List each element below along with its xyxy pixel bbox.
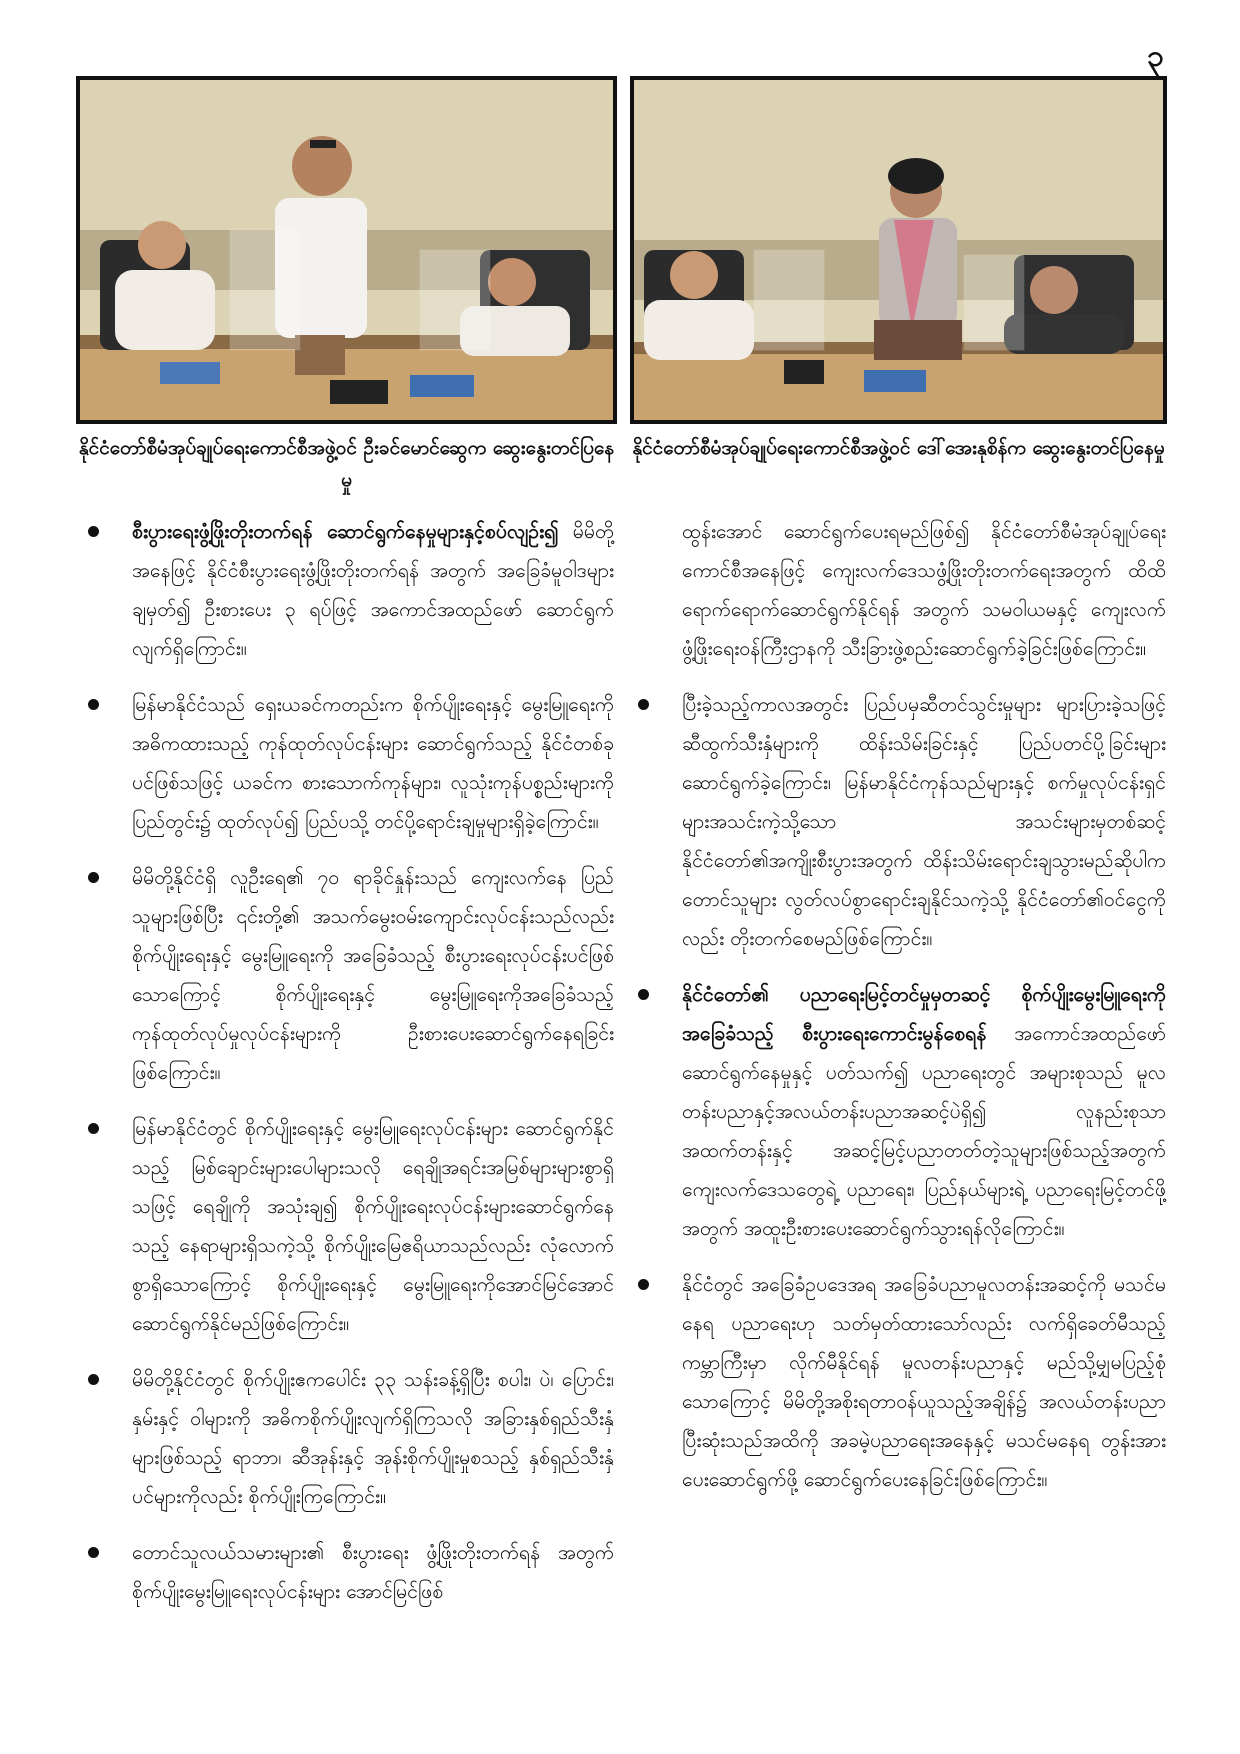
item-lead: နိုင်ငံတော်၏ ပညာရေးမြင့်တင်မှုမှတဆင့် စိုက်ပျိုးမွေးမြူရေးကိုအခြေခံသည့် စီးပွားရေးကောင်းမွန်စေရန် — [682, 983, 1166, 1045]
continued-paragraph: ထွန်းအောင် ဆောင်ရွက်ပေးရမည်ဖြစ်၍ နိုင်ငံတော်စီမံအုပ်ချုပ်ရေးကောင်စီအနေဖြင့် ကျေးလက်ဒေသဖွံ့ဖြိုးတိုးတက်ရေးအတွက် ထိထိရောက်ရောက်ဆောင်ရွက်နိုင်ရန် အတွက် သမဝါယမနှင့် ကျေးလက်ဖွံ့ဖြိုးရေးဝန်ကြီးဌာနကို သီးခြားဖွဲ့စည်းဆောင်ရွက်ခဲ့ခြင်းဖြစ်ကြောင်း။ — [682, 520, 1166, 660]
list-item — [86, 685, 614, 841]
list-item — [86, 858, 614, 1092]
list-item — [636, 1265, 1166, 1499]
photo-caption-right: နိုင်ငံတော်စီမံအုပ်ချုပ်ရေးကောင်စီအဖွဲ့ဝင် ဒေါ်အေးနုစိန်က ဆွေးနွေးတင်ပြနေမှု — [632, 437, 1165, 459]
item-text: မြန်မာနိုင်ငံသည် ရှေးယခင်ကတည်းက စိုက်ပျိုးရေးနှင့် မွေးမြူရေးကို အဓိကထားသည့် ကုန်ထုတ်လုပ်ငန်းများ ဆောင်ရွက်သည့် နိုင်ငံတစ်ခုပင်ဖြစ်သဖြင့် ယခင်က စားသောက်ကုန်များ၊ လူသုံးကုန်ပစ္စည်းများကို ပြည်တွင်း၌ ထုတ်လုပ်၍ ပြည်ပသို့ တင်ပို့ရောင်းချမှုများရှိခဲ့ကြောင်း။ — [132, 693, 614, 833]
page-number: ၃ — [1147, 39, 1164, 74]
item-text: မိမိတို့နိုင်ငံရှိ လူဦးရေ၏ ၇၀ ရာခိုင်နှုန်းသည် ကျေးလက်နေ ပြည်သူများဖြစ်ပြီး ၎င်းတို့၏ အသက်မွေးဝမ်းကျောင်းလုပ်ငန်းသည်လည်း စိုက်ပျိုးရေးနှင့် မွေးမြူရေးကို အခြေခံသည့် စီးပွားရေးလုပ်ငန်းပင်ဖြစ်သောကြောင့် စိုက်ပျိုးရေးနှင့် မွေးမြူရေးကိုအခြေခံသည့် ကုန်ထုတ်လုပ်မှုလုပ်ငန်းများကို ဦးစားပေးဆောင်ရွက်နေရခြင်းဖြစ်ကြောင်း။ — [132, 866, 614, 1084]
bullet-icon — [638, 699, 649, 710]
meeting-photo-right — [630, 76, 1167, 424]
list-item — [636, 685, 1166, 958]
left-bullet-list — [86, 512, 614, 1611]
meeting-photo-right-illustration — [634, 80, 1163, 420]
item-text: နိုင်ငံတွင် အခြေခံဥပဒေအရ အခြေခံပညာမူလတန်းအဆင့်ကို မသင်မနေရ ပညာရေးဟု သတ်မှတ်ထားသော်လည်း လက်ရှိခေတ်မီသည့် ကမ္ဘာကြီးမှာ လိုက်မီနိုင်ရန် မူလတန်းပညာနှင့် မည်သို့မျှမပြည့်စုံသောကြောင့် မိမိတို့အစိုးရတာဝန်ယူသည့်အချိန်၌ အလယ်တန်းပညာပြီးဆုံးသည်အထိကို အခမဲ့ပညာရေးအနေနှင့် မသင်မနေရ တွန်းအားပေးဆောင်ရွက်ဖို့ ဆောင်ရွက်ပေးနေခြင်းဖြစ်ကြောင်း။ — [682, 1273, 1166, 1491]
item-text: အကောင်အထည်ဖော် ဆောင်ရွက်နေမှုနှင့် ပတ်သက်၍ ပညာရေးတွင် အများစုသည် မူလတန်းပညာနှင့်အလယ်တန်းပညာအဆင့်ပဲရှိ၍ လူနည်းစုသာ အထက်တန်းနှင့် အဆင့်မြင့်ပညာတတ်တဲ့သူများဖြစ်သည့်အတွက် ကျေးလက်ဒေသတွေရဲ့ ပညာရေး၊ ပြည်နယ်များရဲ့ ပညာရေးမြင့်တင်ဖို့ အတွက် အထူးဦးစားပေးဆောင်ရွက်သွားရန်လိုကြောင်း။ — [682, 1022, 1166, 1240]
right-column — [636, 512, 1166, 1516]
bullet-icon — [638, 989, 649, 1000]
item-text: မြန်မာနိုင်ငံတွင် စိုက်ပျိုးရေးနှင့် မွေးမြူရေးလုပ်ငန်းများ ဆောင်ရွက်နိုင်သည့် မြစ်ချောင်းများပေါများသလို ရေချိုအရင်းအမြစ်များများစွာရှိသဖြင့် ရေချိုကို အသုံးချ၍ စိုက်ပျိုးရေးလုပ်ငန်းများဆောင်ရွက်နေသည့် နေရာများရှိသကဲ့သို့ စိုက်ပျိုးမြေဧရိယာသည်လည်း လုံလောက်စွာရှိသောကြောင့် စိုက်ပျိုးရေးနှင့် မွေးမြူရေးကိုအောင်မြင်အောင် ဆောင်ရွက်နိုင်မည်ဖြစ်ကြောင်း။ — [132, 1117, 614, 1335]
left-column — [86, 512, 614, 1628]
item-text: မိမိတို့အနေဖြင့် နိုင်ငံစီးပွားရေးဖွံ့ဖြိုးတိုးတက်ရန် အတွက် အခြေခံမူဝါဒများချမှတ်၍ ဦးစားပေး ၃ ရပ်ဖြင့် အကောင်အထည်ဖော် ဆောင်ရွက်လျက်ရှိကြောင်း။ — [132, 520, 614, 660]
item-text: မိမိတို့နိုင်ငံတွင် စိုက်ပျိုးဧကပေါင်း ၃၃ သန်းခန့်ရှိပြီး စပါး၊ ပဲ၊ ပြောင်း၊ နှမ်းနှင့် ဝါများကို အဓိကစိုက်ပျိုးလျက်ရှိကြသလို အခြားနှစ်ရှည်သီးနှံများဖြစ်သည့် ရာဘာ၊ ဆီအုန်းနှင့် အုန်းစိုက်ပျိုးမှုစသည့် နှစ်ရှည်သီးနှံပင်များကိုလည်း စိုက်ပျိုးကြကြောင်း။ — [132, 1368, 614, 1508]
bullet-icon — [88, 1547, 99, 1558]
item-text: ပြီးခဲ့သည့်ကာလအတွင်း ပြည်ပမှဆီတင်သွင်းမှုများ များပြားခဲ့သဖြင့် ဆီထွက်သီးနှံများကို ထိန်းသိမ်းခြင်းနှင့် ပြည်ပတင်ပို့ခြင်းများဆောင်ရွက်ခဲ့ကြောင်း၊ မြန်မာနိုင်ငံကုန်သည်များနှင့် စက်မှုလုပ်ငန်းရှင်များအသင်းကဲ့သို့သော အသင်းများမှတစ်ဆင့် နိုင်ငံတော်၏အကျိုးစီးပွားအတွက် ထိန်းသိမ်းရောင်းချသွားမည်ဆိုပါက တောင်သူများ လွတ်လပ်စွာရောင်းချနိုင်သကဲ့သို့ နိုင်ငံတော်၏ဝင်ငွေကိုလည်း တိုးတက်စေမည်ဖြစ်ကြောင်း။ — [682, 693, 1166, 950]
bullet-icon — [88, 699, 99, 710]
list-item — [86, 512, 614, 668]
bullet-icon — [88, 1374, 99, 1385]
item-lead: စီးပွားရေးဖွံ့ဖြိုးတိုးတက်ရန် ဆောင်ရွက်နေမှုများနှင့်စပ်လျဉ်း၍ — [132, 520, 559, 543]
right-bullet-list — [636, 685, 1166, 1499]
photo-caption-left: နိုင်ငံတော်စီမံအုပ်ချုပ်ရေးကောင်စီအဖွဲ့ဝင် ဦးခင်မောင်ဆွေက ဆွေးနွေးတင်ပြနေမှု — [78, 437, 615, 491]
bullet-icon — [638, 1279, 649, 1290]
bullet-icon — [88, 526, 99, 537]
item-text: တောင်သူလယ်သမားများ၏ စီးပွားရေး ဖွံ့ဖြိုးတိုးတက်ရန် အတွက် စိုက်ပျိုးမွေးမြူရေးလုပ်ငန်းများ အောင်မြင်ဖြစ် — [132, 1541, 614, 1603]
bullet-icon — [88, 872, 99, 883]
meeting-photo-left — [76, 76, 617, 424]
meeting-photo-left-illustration — [80, 80, 613, 420]
bullet-icon — [88, 1123, 99, 1134]
list-item — [86, 1109, 614, 1343]
list-item — [86, 1533, 614, 1611]
list-item — [86, 1360, 614, 1516]
list-item — [636, 975, 1166, 1248]
